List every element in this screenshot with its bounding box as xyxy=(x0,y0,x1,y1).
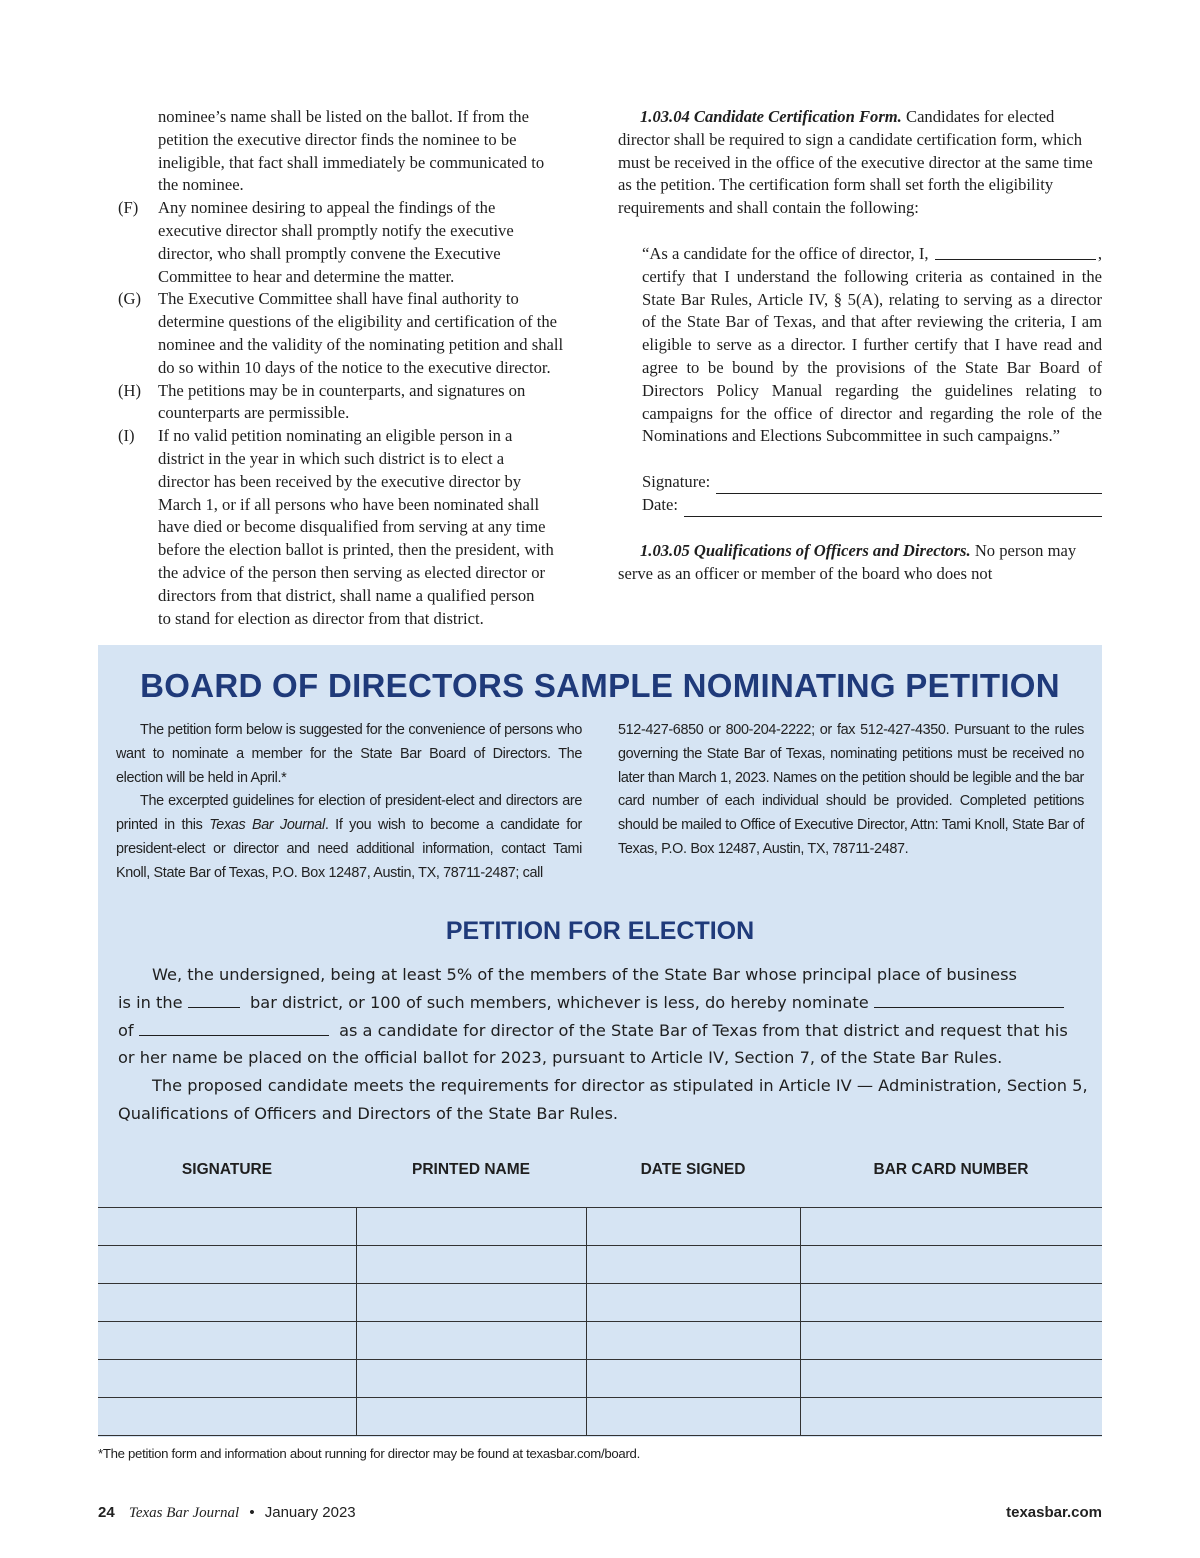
text-line: counterparts are permissible. xyxy=(158,403,350,423)
text-line: executive director shall promptly notify the executive xyxy=(158,220,514,240)
text-run: as a candidate for director of the State Bar of Texas from that district and request that his xyxy=(339,1020,1068,1040)
signature-cell[interactable] xyxy=(98,1284,356,1322)
signature-cell[interactable] xyxy=(98,1322,356,1360)
text-line: nominee and the validity of the nominating petition and shall xyxy=(158,334,564,354)
section-text: No person may serve as an officer or member of the board who does not xyxy=(618,540,1077,583)
signature-cell[interactable] xyxy=(98,1246,356,1284)
signature-row xyxy=(642,471,1102,494)
date-label: Date: xyxy=(642,494,678,514)
text-run: The excerpted guidelines for election of president-elect and directors are printed in this xyxy=(116,793,582,834)
text-line: have died or become disqualified from serving at any time xyxy=(158,517,546,537)
text-line: The Executive Committee shall have final authority to xyxy=(158,289,519,309)
name-blank-line xyxy=(935,243,1096,260)
text-run: of xyxy=(118,1020,134,1040)
section-1-03-05 xyxy=(618,540,1102,586)
section-heading: 1.03.05 Qualifications of Officers and Directors. xyxy=(640,540,971,560)
text-line: to stand for election as director from that district. xyxy=(158,608,484,628)
text-run: . If you wish to become a candidate for president-elect or director and need additional information, contact Tami Knoll, State Bar of Texas, P.O. Box 12487, Austin, TX, 78711-2487; call xyxy=(116,817,583,881)
petition-line: or her name be placed on the official ballot for 2023, pursuant to Article IV, Section 7, of the State Bar Rules. xyxy=(118,1048,1003,1068)
item-label: (I) xyxy=(118,426,135,446)
bar-card-cell[interactable] xyxy=(800,1284,1102,1322)
left-column xyxy=(118,106,584,630)
text-line: do so within 10 days of the notice to the executive director. xyxy=(158,357,551,377)
bar-card-cell[interactable] xyxy=(800,1208,1102,1246)
rule-item-g xyxy=(118,288,584,379)
intro-paragraph: The petition form below is suggested for the convenience of persons who want to nominate a member for the State Bar Board of Directors. The election will be held in April.* xyxy=(116,722,582,786)
signature-cell[interactable] xyxy=(98,1208,356,1246)
quote-text: certify that I understand the following criteria as contained in the State Bar Rules, Article IV, § 5(A), relating to serving as a director of the State Bar of Texas, and that after reviewing the criteria, I am eligible to serve as a director. I further certify that I have read and agree to be bound by the provisions of the State Bar Board of Directors Policy Manual regarding the guidelines relating to campaigns for the office of director and regarding the role of the Nominations and Elections Subcommittee in such campaigns.” xyxy=(642,266,1102,446)
header-printed-name: PRINTED NAME xyxy=(412,1161,530,1178)
petition-title: PETITION FOR ELECTION xyxy=(445,917,755,945)
intro-paragraph xyxy=(116,790,582,885)
continued-paragraph xyxy=(118,106,584,197)
city-blank[interactable] xyxy=(139,1018,329,1036)
date-cell[interactable] xyxy=(586,1246,800,1284)
bar-card-cell[interactable] xyxy=(800,1246,1102,1284)
text-line: the nominee. xyxy=(158,175,244,195)
date-cell[interactable] xyxy=(586,1322,800,1360)
text-line: director has been received by the executive director by xyxy=(158,471,522,491)
petition-box-title: BOARD OF DIRECTORS SAMPLE NOMINATING PETITION xyxy=(140,667,1060,704)
right-column xyxy=(618,106,1102,585)
table-row xyxy=(98,1246,1102,1284)
table-row xyxy=(98,1398,1102,1436)
page-number: 24 xyxy=(98,1504,115,1521)
text-line: Any nominee desiring to appeal the findings of the xyxy=(158,198,496,218)
text-line: ineligible, that fact shall immediately be communicated to xyxy=(158,152,545,172)
signature-label: Signature: xyxy=(642,472,711,492)
petition-line: We, the undersigned, being at least 5% of the members of the State Bar whose principal place of business xyxy=(152,965,1017,984)
quote-comma: , xyxy=(1097,243,1102,263)
printed-name-cell[interactable] xyxy=(356,1398,586,1436)
signature-table-header xyxy=(98,1161,1102,1183)
page-footer xyxy=(98,1504,1102,1526)
item-label: (F) xyxy=(118,198,139,218)
petition-line xyxy=(118,1017,1088,1045)
text-line: petition the executive director finds the nominee to be xyxy=(158,129,517,149)
date-cell[interactable] xyxy=(586,1360,800,1398)
text-line: directors from that district, shall name a qualified person xyxy=(158,585,535,605)
intro-left xyxy=(116,719,582,886)
certification-quote xyxy=(642,243,1102,517)
quote-start: “As a candidate for the office of director, I, xyxy=(642,243,929,263)
header-signature: SIGNATURE xyxy=(181,1161,273,1178)
printed-name-cell[interactable] xyxy=(356,1284,586,1322)
printed-name-cell[interactable] xyxy=(356,1322,586,1360)
section-1-03-04 xyxy=(618,106,1102,220)
date-cell[interactable] xyxy=(586,1398,800,1436)
rule-item-i xyxy=(118,425,584,630)
signature-cell[interactable] xyxy=(98,1360,356,1398)
date-line xyxy=(684,500,1102,517)
district-blank[interactable] xyxy=(188,990,240,1008)
bar-card-cell[interactable] xyxy=(800,1322,1102,1360)
petition-body xyxy=(118,961,1088,1128)
site-link[interactable]: texasbar.com xyxy=(1006,1504,1102,1521)
date-cell[interactable] xyxy=(586,1208,800,1246)
bar-card-cell[interactable] xyxy=(800,1360,1102,1398)
footer-separator: • xyxy=(249,1504,255,1521)
date-cell[interactable] xyxy=(586,1284,800,1322)
text-line: determine questions of the eligibility and certification of the xyxy=(158,312,558,332)
section-text: Candidates for elected director shall be required to sign a candidate certification form, which must be received in the office of the executive director at the same time as the petition. The certification form shall set forth the eligibility requirements and shall contain the following: xyxy=(618,107,1093,218)
text-run: is in the xyxy=(118,992,183,1012)
item-label: (H) xyxy=(118,380,142,400)
issue-date: January 2023 xyxy=(264,1504,356,1521)
text-line: The petitions may be in counterparts, and signatures on xyxy=(158,380,526,400)
text-line: the advice of the person then serving as elected director or xyxy=(158,562,546,582)
item-label: (G) xyxy=(118,289,142,309)
text-line: nominee’s name shall be listed on the ballot. If from the xyxy=(158,107,529,126)
printed-name-cell[interactable] xyxy=(356,1360,586,1398)
signature-cell[interactable] xyxy=(98,1398,356,1436)
section-heading: 1.03.04 Candidate Certification Form. xyxy=(640,107,902,126)
signature-table xyxy=(98,1207,1102,1436)
intro-paragraph: 512-427-6850 or 800-204-2222; or fax 512-427-4350. Pursuant to the rules governing the State Bar of Texas, nominating petitions must be received no later than March 1, 2023. Names on the petition should be legible and the bar card number of each individual should be provided. Completed petitions should be mailed to Office of Executive Director, Attn: Tami Knoll, State Bar of Texas, P.O. Box 12487, Austin, TX, 78711-2487. xyxy=(618,722,1084,857)
nominee-blank[interactable] xyxy=(874,990,1064,1008)
text-line: If no valid petition nominating an eligible person in a xyxy=(158,426,513,446)
petition-box xyxy=(98,645,1102,1437)
text-run: bar district, or 100 of such members, whichever is less, do hereby nominate xyxy=(250,992,869,1012)
header-bar-card-number: BAR CARD NUMBER xyxy=(873,1161,1029,1178)
printed-name-cell[interactable] xyxy=(356,1246,586,1284)
printed-name-cell[interactable] xyxy=(356,1208,586,1246)
journal-name: Texas Bar Journal xyxy=(128,1505,240,1521)
table-row xyxy=(98,1208,1102,1246)
header-date-signed: DATE SIGNED xyxy=(640,1161,746,1178)
text-line: director, who shall promptly convene the Executive xyxy=(158,243,501,263)
text-line: before the election ballot is printed, then the president, with xyxy=(158,540,554,560)
text-line: Committee to hear and determine the matter. xyxy=(158,266,455,286)
table-row xyxy=(98,1322,1102,1360)
journal-title: Texas Bar Journal xyxy=(209,817,325,834)
rule-item-f xyxy=(118,197,584,288)
table-row xyxy=(98,1360,1102,1398)
rule-item-h xyxy=(118,380,584,426)
intro-right xyxy=(618,719,1084,862)
signature-line xyxy=(716,477,1102,494)
footnote: *The petition form and information about running for director may be found at texasbar.com/board. xyxy=(98,1446,640,1461)
bar-card-cell[interactable] xyxy=(800,1398,1102,1436)
table-row xyxy=(98,1284,1102,1322)
text-line: March 1, or if all persons who have been nominated shall xyxy=(158,494,540,514)
petition-paragraph: The proposed candidate meets the requirements for director as stipulated in Article IV — Administration, Section 5, Qualifications of Officers and Directors of the State Bar Rules. xyxy=(118,1076,1088,1123)
date-row xyxy=(642,494,1102,517)
text-line: district in the year in which such district is to elect a xyxy=(158,448,505,468)
petition-line xyxy=(118,989,1088,1017)
